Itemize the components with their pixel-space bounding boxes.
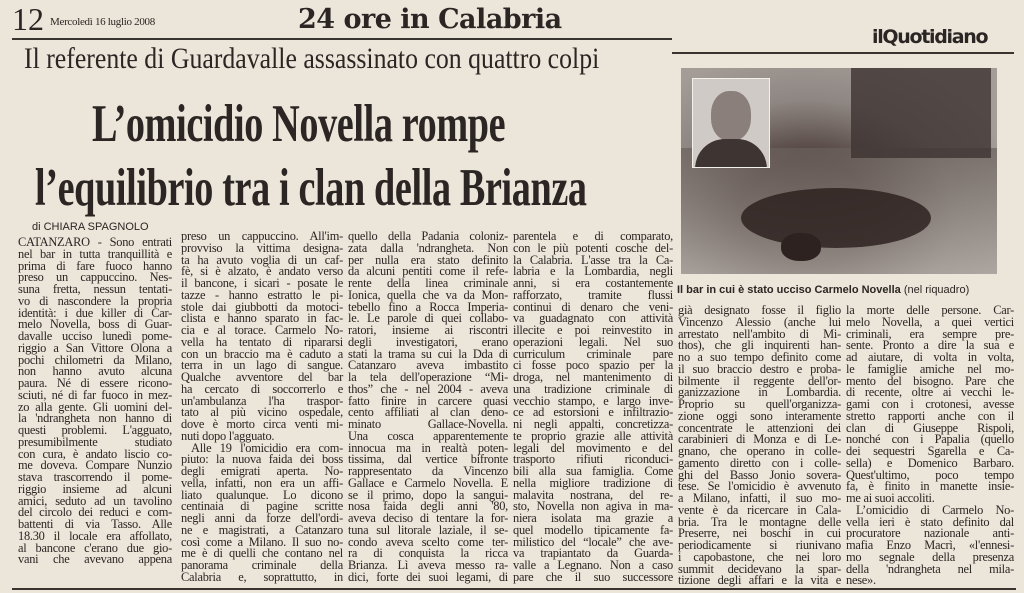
text-line: così come a Milano. Il suo no- bbox=[181, 534, 343, 549]
text-line: del circolo dei reduci e com- bbox=[18, 505, 172, 520]
text-line: al bancone c'erano due gio- bbox=[18, 540, 172, 555]
text-line: parentela e di comparato, bbox=[513, 229, 673, 243]
text-line: ne e magistrati, a Catanzaro bbox=[181, 522, 343, 537]
text-line: fè, si è alzato, è andato verso bbox=[181, 264, 343, 279]
text-line: riggio a San Vittore Olona a bbox=[18, 340, 172, 355]
portrait-body bbox=[695, 139, 767, 168]
text-line: rente della linea criminale bbox=[348, 276, 508, 290]
text-line: periodicamente si riunivano bbox=[678, 538, 841, 552]
text-line: rafforzato, tramite flussi bbox=[513, 287, 673, 302]
photo-caption-bold: Il bar in cui è stato ucciso Carmelo Novella bbox=[677, 284, 901, 296]
text-line: mento del bisogno. Pare che bbox=[846, 373, 1014, 388]
text-line: ganizzazione in Lombardia. bbox=[678, 385, 841, 400]
text-line: tuna sul litorale laziale, il se- bbox=[348, 522, 508, 537]
headline-line-2: l’equilibrio tra i clan della Brianza bbox=[35, 159, 587, 217]
text-line: vella ieri è stato definito dal bbox=[846, 514, 1014, 529]
text-line: la Calabria. L'asse tra la Ca- bbox=[513, 252, 673, 267]
text-line: terra in un lago di sangue. bbox=[181, 358, 343, 373]
text-line: davalle ucciso lunedì pome- bbox=[18, 329, 172, 343]
text-line: quel modello tipicamente fa- bbox=[513, 522, 673, 537]
text-line: niera isolata ma grazie a bbox=[513, 511, 673, 525]
text-line: sto, Novella non agiva in ma- bbox=[513, 499, 673, 514]
text-line: fatto finire in carcere quasi bbox=[348, 393, 508, 408]
text-line: stole dai giubbotti da motoci- bbox=[181, 299, 343, 314]
text-line: vente è da ricercare in Cala- bbox=[678, 502, 841, 517]
text-line: i capobastone, che nei loro bbox=[678, 549, 841, 564]
photo-blood-stain-small bbox=[781, 233, 821, 261]
text-line: no a suo tempo definito come bbox=[678, 350, 841, 364]
text-line: vani che avevano appena bbox=[18, 552, 172, 567]
text-line: concentrate le attenzioni dei bbox=[678, 420, 841, 435]
text-line: melo Novella, a quei vertici bbox=[846, 314, 1014, 329]
text-line: rappresentato da Vincenzo bbox=[348, 464, 508, 478]
text-line: vo di nascondere la propria bbox=[18, 293, 172, 308]
text-line: Catanzaro aveva imbastito bbox=[348, 358, 508, 373]
text-line: ta ha avuto voglia di un caf- bbox=[181, 252, 343, 267]
text-line: mafia Enzo Macrì, «l'ennesi- bbox=[846, 538, 1014, 552]
text-line: criminali, era sempre pre- bbox=[846, 326, 1014, 341]
text-line: della 'ndrangheta nel mila- bbox=[846, 561, 1014, 576]
text-line: le famiglie amiche nel mo- bbox=[846, 361, 1014, 376]
text-line: dove è morto circa venti mi- bbox=[181, 417, 343, 431]
text-line: tebello fino a Rocca Imperia- bbox=[348, 299, 508, 314]
text-line: ad aiutare, di volta in volta, bbox=[846, 350, 1014, 364]
section-title: 24 ore in Calabria bbox=[298, 4, 562, 35]
text-line: la tela dell'operazione “Mi- bbox=[348, 370, 508, 384]
text-line: ratori, insieme ai riscontri bbox=[348, 323, 508, 337]
text-line: minato Gallace-Novella. bbox=[348, 417, 508, 431]
article-column-2 bbox=[181, 231, 343, 584]
text-line: malavita nostrana, del re- bbox=[513, 487, 673, 502]
text-line: ghi del Basso Jonio sovera- bbox=[678, 467, 841, 482]
text-line: questi problemi. L'agguato, bbox=[18, 423, 172, 437]
text-line: zo alla gente. Gli uomini del- bbox=[18, 399, 172, 414]
text-line: Alle 19 l'omicidio era com- bbox=[191, 440, 343, 455]
text-line: labria e la Lombardia, negli bbox=[513, 264, 673, 279]
text-line: sciuti, né di far fuoco in mez- bbox=[18, 387, 172, 402]
text-line: con un braccio ma è caduto a bbox=[181, 346, 343, 361]
text-line: L’omicidio di Carmelo No- bbox=[856, 502, 1014, 517]
text-line: di recente, oltre ai vecchi le- bbox=[846, 385, 1014, 400]
text-line: stretto rapporti anche con il bbox=[846, 408, 1014, 423]
text-line: cia e al torace. Carmelo No- bbox=[181, 323, 343, 337]
text-line: tizione degli affari e la vita e bbox=[678, 573, 841, 588]
text-line: dei sequestri Sgarella e Ca- bbox=[846, 444, 1014, 458]
text-line: nella migliore tradizione di bbox=[513, 475, 673, 490]
text-line: la morte delle persone. Car- bbox=[846, 303, 1014, 317]
text-line: procuratore nazionale anti- bbox=[846, 526, 1014, 541]
text-line: Proprio su quell'organizza- bbox=[678, 397, 841, 411]
text-line: curriculum criminale pare bbox=[513, 346, 673, 361]
text-line: bili alla sua famiglia. Come bbox=[513, 464, 673, 478]
text-line: arrestato nell'ambito di Mi- bbox=[678, 326, 841, 341]
text-line: zata dalla 'ndrangheta. Non bbox=[348, 240, 508, 255]
text-line: gamento diretto con i colle- bbox=[678, 455, 841, 470]
text-line: non hanno avuto alcuna bbox=[18, 364, 172, 379]
byline: di CHIARA SPAGNOLO bbox=[32, 221, 149, 233]
text-line: amici, seduto ad un tavolino bbox=[18, 493, 172, 508]
text-line: la 'ndrangheta non hanno di bbox=[18, 411, 172, 426]
text-line: con le più potenti cosche del- bbox=[513, 240, 673, 255]
text-line: carabinieri di Monza e di Le- bbox=[678, 432, 841, 447]
article-column-6 bbox=[846, 305, 1014, 587]
text-line: tato al più vicino ospedale, bbox=[181, 405, 343, 420]
text-line: il suo braccio destro e proba- bbox=[678, 361, 841, 376]
text-line: già designato fosse il figlio bbox=[678, 303, 841, 317]
text-line: nonché con i Papalia (quello bbox=[846, 432, 1014, 447]
text-line: stati la trama su cui la Dda di bbox=[348, 346, 508, 361]
text-line: trasporto rifiuti riconduci- bbox=[513, 452, 673, 467]
text-line: quello della Padania coloniz- bbox=[348, 229, 508, 243]
text-line: va guadagnato con attività bbox=[513, 311, 673, 326]
text-line: legali del movimento e del bbox=[513, 440, 673, 455]
text-line: prima di fare fuoco hanno bbox=[18, 258, 172, 273]
text-line: sella) e Domenico Barbaro. bbox=[846, 455, 1014, 470]
text-line: da alcuni pentiti come il refe- bbox=[348, 264, 508, 279]
text-line: nuti dopo l'agguato. bbox=[181, 428, 275, 443]
portrait-inset-photo bbox=[692, 78, 770, 168]
text-line: preso un cappuccino. All'im- bbox=[181, 229, 343, 243]
text-line: provviso la vittima designa- bbox=[181, 240, 343, 255]
text-line: nese». bbox=[846, 573, 876, 588]
text-line: a Milano, infatti, il suo mo- bbox=[678, 491, 841, 505]
article-column-5 bbox=[678, 305, 841, 587]
text-line: riggio insieme ad alcuni bbox=[18, 481, 172, 496]
text-line: continui di denaro che veni- bbox=[513, 299, 673, 314]
text-line: battenti di via Tasso. Alle bbox=[18, 517, 172, 531]
article-column-4 bbox=[513, 231, 673, 584]
text-line: vella ha tentato di ripararsi bbox=[181, 334, 343, 349]
text-line: clista e hanno sparato in fac- bbox=[181, 311, 343, 326]
text-line: tese. Se l'omicidio è avvenuto bbox=[678, 479, 841, 494]
bottom-rule bbox=[12, 588, 1016, 590]
text-line: melo Novella, boss di Guar- bbox=[18, 317, 172, 332]
text-line: valle a Legnano. Non a caso bbox=[513, 558, 673, 572]
text-line: centinaia di pagine scritte bbox=[181, 499, 343, 514]
text-line: piuto: la nuova faida dei boss bbox=[181, 452, 343, 467]
text-line: nosa faida degli anni '80, bbox=[348, 499, 508, 514]
text-line: dici, forte dei suoi legami, di bbox=[348, 569, 508, 584]
photo-caption bbox=[677, 284, 969, 296]
text-line: Una cosca apparentemente bbox=[348, 428, 508, 443]
text-line: se il primo, dopo la sangui- bbox=[348, 487, 508, 502]
text-line: Brianza. Lì aveva messo ra- bbox=[348, 558, 508, 572]
text-line: tazze - hanno estratto le pi- bbox=[181, 287, 343, 302]
text-line: Preserre, nei boschi in cui bbox=[678, 526, 841, 541]
text-line: sente. Pronto a dire la sua e bbox=[846, 338, 1014, 353]
text-line: clan di Giuseppe Rispoli, bbox=[846, 420, 1014, 435]
text-line: gnano, che operano in colle- bbox=[678, 444, 841, 458]
text-line: per nulla era stato definito bbox=[348, 252, 508, 267]
text-line: me è di quelli che contano nel bbox=[181, 546, 343, 561]
text-line: paura. Né di essere ricono- bbox=[18, 376, 172, 390]
text-line: le. Le parole di quei collabo- bbox=[348, 311, 508, 326]
text-line: preso un cappuccino. Nes- bbox=[18, 270, 172, 285]
text-line: droga, nel mantenimento di bbox=[513, 370, 673, 384]
photo-blood-stain bbox=[741, 188, 931, 248]
text-line: panorama criminale della bbox=[181, 558, 343, 572]
text-line: illecite e poi reinvestito in bbox=[513, 323, 673, 337]
text-line: ha cercato di soccorrerlo e bbox=[181, 381, 343, 396]
text-line: vecchio stampo, e largo inve- bbox=[513, 393, 673, 408]
text-line: degli investigatori, erano bbox=[348, 334, 508, 349]
text-line: bria. Tra le montagne delle bbox=[678, 514, 841, 529]
text-line: stava trascorrendo il pome- bbox=[18, 470, 172, 484]
article-column-1 bbox=[18, 237, 172, 566]
text-line: una tradizione criminale di bbox=[513, 381, 673, 396]
header-rule bbox=[12, 38, 672, 40]
text-line: un'ambulanza l'ha traspor- bbox=[181, 393, 343, 408]
portrait-face bbox=[711, 91, 751, 141]
article-kicker: Il referente di Guardavalle assassinato con quattro colpi bbox=[24, 42, 600, 75]
text-line: 18.30 il locale era affollato, bbox=[18, 528, 172, 543]
text-line: identità: i due killer di Car- bbox=[18, 305, 172, 320]
newspaper-logo: ilQuotidiano bbox=[872, 26, 988, 48]
photo-caption-rest: (nel riquadro) bbox=[903, 284, 970, 296]
page-number: 12 bbox=[12, 1, 44, 37]
text-line: tissima, dal vertice bifronte bbox=[348, 452, 508, 467]
text-line: bilmente il reggente dell'or- bbox=[678, 373, 841, 388]
text-line: innocua ma in realtà poten- bbox=[348, 440, 508, 455]
text-line: me ai suoi accoliti. bbox=[846, 491, 935, 505]
header-rule-right bbox=[672, 52, 1014, 54]
text-line: presumibilmente studiato bbox=[18, 434, 172, 449]
text-line: Vincenzo Alessio (anche lui bbox=[678, 314, 841, 329]
text-line: summit decidevano la spar- bbox=[678, 561, 841, 576]
text-line: il bancone, i sicari - posate le bbox=[181, 276, 343, 290]
text-line: con cura, è andato liscio co- bbox=[18, 446, 172, 461]
text-line: va trapiantato da Guarda- bbox=[513, 546, 673, 561]
issue-date: Mercoledì 16 luglio 2008 bbox=[50, 16, 155, 28]
text-line: liato qualunque. Lo dicono bbox=[181, 487, 343, 502]
text-line: ce ad estorsioni e infiltrazio- bbox=[513, 405, 673, 420]
text-line: ra di conquista la ricca bbox=[348, 546, 508, 561]
headline-line-1: L’omicidio Novella rompe bbox=[92, 95, 506, 153]
text-line: mo segnale della presenza bbox=[846, 549, 1014, 564]
text-line: Ionica, quella che va da Mon- bbox=[348, 287, 508, 302]
text-line: me doveva. Compare Nunzio bbox=[18, 458, 172, 473]
text-line: pare che il suo successore bbox=[513, 569, 673, 584]
text-line: negli anni da forze dell'ordi- bbox=[181, 511, 343, 525]
text-line: thos” che - nel 2004 - aveva bbox=[348, 381, 508, 396]
text-line: ni negli appalti, concretizza- bbox=[513, 417, 673, 431]
photo-doorway bbox=[851, 68, 991, 158]
text-line: Gallace e Carmelo Novella. E bbox=[348, 475, 508, 490]
text-line: fa, è finito in manette insie- bbox=[846, 479, 1014, 494]
text-line: operazioni legali. Nel suo bbox=[513, 334, 673, 349]
text-line: degli emigrati aperta. No- bbox=[181, 464, 343, 478]
text-line: zione oggi sono interamente bbox=[678, 408, 841, 423]
text-line: Calabria e, soprattutto, in bbox=[181, 569, 343, 584]
text-line: milistico del “locale” che ave- bbox=[513, 534, 673, 549]
text-line: cento affiliati al clan deno- bbox=[348, 405, 508, 420]
text-line: Qualche avventore del bar bbox=[181, 370, 343, 384]
text-line: Quest'ultimo, poco tempo bbox=[846, 467, 1014, 482]
text-line: te proprio grazie alle attività bbox=[513, 428, 673, 443]
text-line: ci fosse poco spazio per la bbox=[513, 358, 673, 373]
text-line: nel bar in tutta tranquillità e bbox=[18, 246, 172, 261]
text-line: vella, infatti, non era un affi- bbox=[181, 475, 343, 490]
text-line: thos), che gli inquirenti han- bbox=[678, 338, 841, 353]
text-line: suna fretta, nessun tentati- bbox=[18, 282, 172, 296]
text-line: CATANZARO - Sono entrati bbox=[18, 235, 172, 249]
text-line: pochi chilometri da Milano, bbox=[18, 352, 172, 367]
text-line: condo aveva scelto come ter- bbox=[348, 534, 508, 549]
text-line: anni, si era costantemente bbox=[513, 276, 673, 290]
text-line: gami con i crotonesi, avesse bbox=[846, 397, 1014, 411]
text-line: aveva deciso di tentare la for- bbox=[348, 511, 508, 525]
article-column-3 bbox=[348, 231, 508, 584]
